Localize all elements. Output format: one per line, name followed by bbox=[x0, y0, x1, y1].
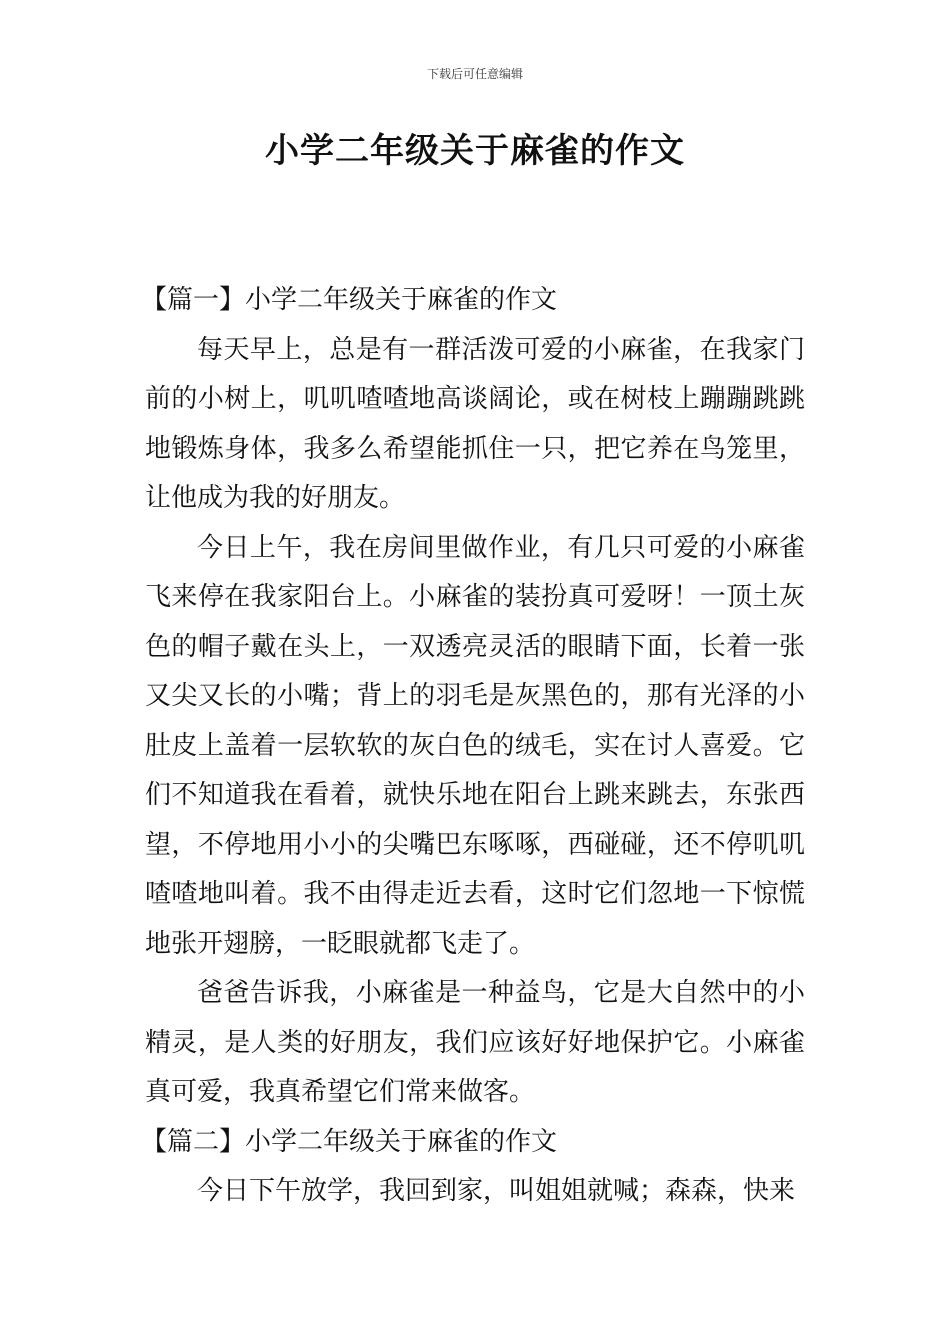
section-heading: 【篇二】小学二年级关于麻雀的作文 bbox=[141, 1126, 558, 1157]
section-two bbox=[141, 1118, 805, 1217]
paragraph: 今日上午，我在房间里做作业，有几只可爱的小麻雀飞来停在我家阳台上。小麻雀的装扮真可爱呀！一顶土灰色的帽子戴在头上，一双透亮灵活的眼睛下面，长着一张又尖又长的小嘴；背上的羽毛是灰黑色的，那有光泽的小肚皮上盖着一层软软的灰白色的绒毛，实在讨人喜爱。它们不知道我在看着，就快乐地在阳台上跳来跳去，东张西望，不停地用小小的尖嘴巴东啄啄，西碰碰，还不停叽叽喳喳地叫着。我不由得走近去看，这时它们忽地一下惊慌地张开翅膀，一眨眼就都飞走了。 bbox=[145, 532, 805, 959]
paragraph: 今日下午放学，我回到家，叫姐姐就喊；森森，快来 bbox=[197, 1176, 796, 1206]
section-one bbox=[141, 276, 805, 1118]
document-body bbox=[141, 276, 805, 1217]
document-title: 小学二年级关于麻雀的作文 bbox=[265, 131, 685, 171]
section-heading: 【篇一】小学二年级关于麻雀的作文 bbox=[141, 285, 558, 315]
paragraph: 每天早上，总是有一群活泼可爱的小麻雀，在我家门前的小树上，叽叽喳喳地高谈阔论，或在树枝上蹦蹦跳跳地锻炼身体，我多么希望能抓住一只，把它养在鸟笼里，让他成为我的好朋友。 bbox=[145, 334, 805, 513]
header-note: 下载后可任意编辑 bbox=[426, 67, 523, 81]
paragraph: 爸爸告诉我，小麻雀是一种益鸟，它是大自然中的小精灵，是人类的好朋友，我们应该好好地保护它。小麻雀真可爱，我真希望它们常来做客。 bbox=[145, 978, 805, 1107]
